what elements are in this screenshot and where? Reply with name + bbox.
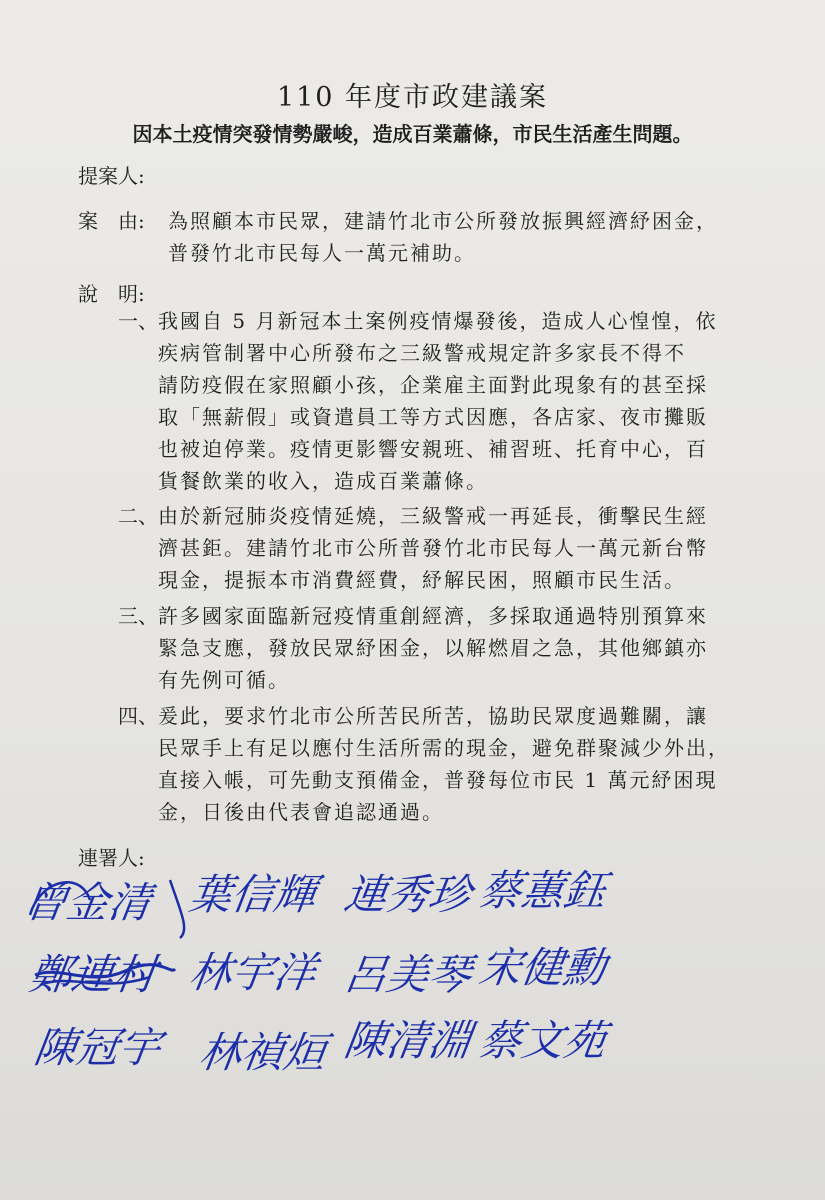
item-line: 請防疫假在家照顧小孩，企業雇主面對此現象有的甚至採 [158, 373, 708, 397]
item-line: 現金，提振本市消費經費，紓解民困，照顧市民生活。 [158, 568, 686, 592]
signature: 宋健勳 [476, 943, 610, 992]
item-line: 金，日後由代表會追認通過。 [158, 800, 444, 824]
item-line: 有先例可循。 [158, 668, 290, 692]
signature-flourish [20, 860, 220, 940]
signature: 蔡蕙鈺 [476, 866, 610, 915]
item-line: 取「無薪假」或資遣員工等方式因應，各店家、夜市攤販 [158, 405, 708, 429]
reason-line: 普發竹北市民每人一萬元補助。 [168, 241, 476, 265]
item-line: 民眾手上有足以應付生活所需的現金，避免群聚減少外出， [158, 736, 730, 760]
signature: 曾金清 [21, 878, 155, 927]
signature: 連秀珍 [341, 870, 475, 919]
signature: 蔡文苑 [476, 1016, 610, 1065]
signature: 陳冠宇 [31, 1023, 165, 1072]
item-line: 濟甚鉅。建請竹北市公所普發竹北市民每人一萬元新台幣 [158, 536, 708, 560]
document-title: 110 年度市政建議案 [276, 82, 549, 113]
reason-label: 案 由: [78, 209, 145, 233]
item-number: 四、 [118, 704, 158, 728]
item-number: 二、 [118, 504, 158, 528]
cosigners-label: 連署人: [78, 846, 145, 870]
item-line: 由於新冠肺炎疫情延燒，三級警戒一再延長，衝擊民生經 [158, 504, 708, 528]
item-line: 疾病管制署中心所發布之三級警戒規定許多家長不得不 [158, 341, 686, 365]
signature: 林禎烜 [196, 1028, 330, 1077]
item-number: 一、 [118, 309, 158, 333]
item-line: 貨餐飲業的收入，造成百業蕭條。 [158, 469, 488, 493]
item-line: 也被迫停業。疫情更影響安親班、補習班、托育中心，百 [158, 437, 708, 461]
signature: 葉信輝 [186, 870, 320, 919]
explanation-label: 說 明: [78, 282, 145, 306]
signature: 呂美琴 [341, 950, 475, 999]
item-line: 緊急支應，發放民眾紓困金，以解燃眉之急，其他鄉鎮亦 [158, 636, 708, 660]
signature: 鄭連村 [26, 950, 160, 999]
item-line: 我國自 5 月新冠本土案例疫情爆發後，造成人心惶惶，依 [158, 309, 718, 333]
reason-line: 為照顧本市民眾，建請竹北市公所發放振興經濟紓困金， [168, 209, 718, 233]
proposer-label: 提案人: [78, 164, 145, 188]
signature: 陳清淵 [341, 1016, 475, 1065]
item-line: 直接入帳，可先動支預備金，普發每位市民 1 萬元紓困現 [158, 768, 718, 792]
document-subtitle: 因本土疫情突發情勢嚴峻，造成百業蕭條，市民生活產生問題。 [132, 122, 693, 146]
item-number: 三、 [118, 604, 158, 628]
item-line: 爰此，要求竹北市公所苦民所苦，協助民眾度過難關，讓 [158, 704, 708, 728]
signature: 林宇洋 [186, 948, 320, 997]
item-line: 許多國家面臨新冠疫情重創經濟，多採取通過特別預算來 [158, 604, 708, 628]
strike-scribble [30, 945, 180, 1005]
